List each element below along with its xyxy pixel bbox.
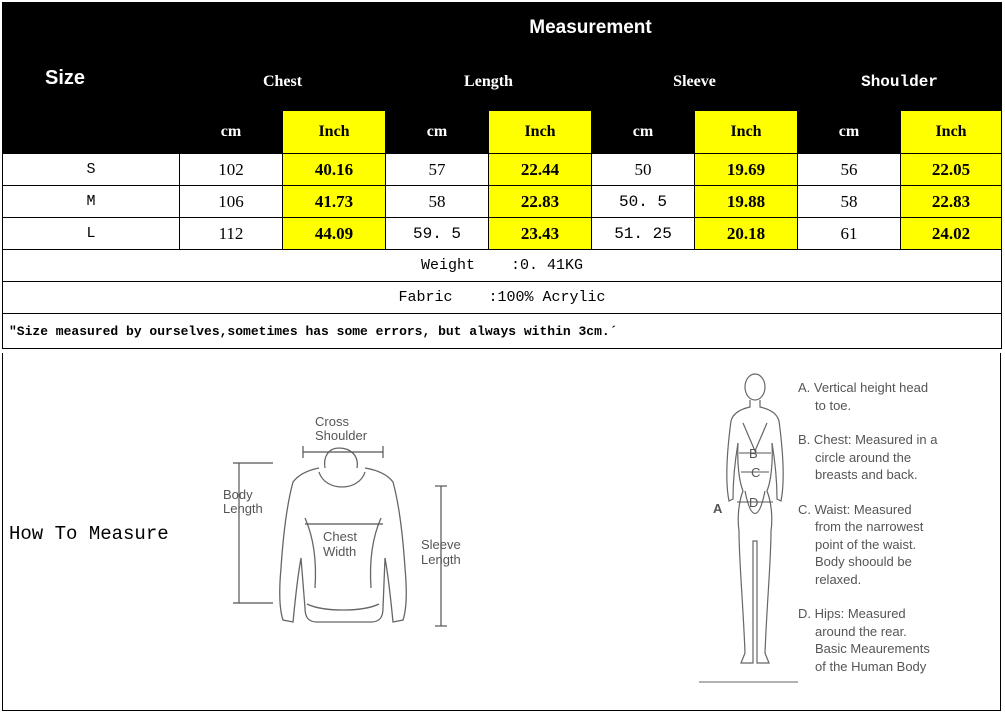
sleeve-inch-cell: 19.69 — [695, 154, 798, 186]
width-label: Width — [323, 544, 357, 559]
length-cm-cell: 57 — [386, 154, 489, 186]
table-row — [3, 218, 1002, 250]
chest-inch-cell: 41.73 — [283, 186, 386, 218]
chest-cm-header: cm — [180, 111, 283, 154]
chest-cm-cell: 102 — [180, 154, 283, 186]
weight-row: Weight :0. 41KG — [3, 250, 1002, 282]
fabric-row: Fabric :100% Acrylic — [3, 282, 1002, 314]
chest-header: Chest — [180, 54, 386, 111]
size-cell: M — [3, 186, 180, 218]
sleeve-header: Sleeve — [592, 54, 798, 111]
legend-item: A. Vertical height head to toe. — [798, 380, 929, 413]
size-table — [2, 2, 1002, 349]
sleeve-inch-cell: 19.88 — [695, 186, 798, 218]
chest-label: Chest — [323, 529, 357, 544]
shoulder-cm-cell: 58 — [798, 186, 901, 218]
table-row — [3, 186, 1002, 218]
size-cell: L — [3, 218, 180, 250]
body-label: Body — [223, 487, 253, 502]
length-inch-cell: 22.83 — [489, 186, 592, 218]
sleeve-inch-header: Inch — [695, 111, 798, 154]
measure-legend — [798, 379, 998, 692]
length-cm-cell: 58 — [386, 186, 489, 218]
legend-item: C. Waist: Measured from the narrowest point of the waist. Body shoould be relaxed. — [798, 501, 924, 587]
size-note: "Size measured by ourselves,sometimes has some errors, but always within 3cm.´ — [3, 314, 1002, 349]
sleeve-cm-header: cm — [592, 111, 695, 154]
legend-item: D. Hips: Measured around the rear. Basic Meaurements of the Human Body — [798, 606, 930, 674]
mark-b: B — [749, 446, 758, 461]
chest-cm-cell: 106 — [180, 186, 283, 218]
chest-inch-cell: 44.09 — [283, 218, 386, 250]
shoulder-label: Shoulder — [315, 428, 368, 443]
shoulder-inch-header: Inch — [901, 111, 1002, 154]
chest-cm-cell: 112 — [180, 218, 283, 250]
length-inch-header: Inch — [489, 111, 592, 154]
sleeve-cm-cell: 50 — [592, 154, 695, 186]
sleeve-cm-cell: 50. 5 — [592, 186, 695, 218]
shoulder-inch-cell: 24.02 — [901, 218, 1002, 250]
how-to-measure-label: How To Measure — [9, 523, 169, 545]
mark-c: C — [751, 465, 761, 480]
length-inch-cell: 22.44 — [489, 154, 592, 186]
shoulder-inch-cell: 22.05 — [901, 154, 1002, 186]
sleeve-length-label: Length — [421, 552, 461, 567]
shoulder-cm-cell: 56 — [798, 154, 901, 186]
size-header: Size — [3, 3, 180, 154]
chest-inch-cell: 40.16 — [283, 154, 386, 186]
legend-item: B. Chest: Measured in a circle around the breasts and back. — [798, 432, 938, 482]
shoulder-inch-cell: 22.83 — [901, 186, 1002, 218]
body-diagram — [693, 371, 798, 691]
chest-inch-header: Inch — [283, 111, 386, 154]
table-row — [3, 154, 1002, 186]
how-to-measure-section — [2, 353, 1001, 711]
sweater-diagram — [213, 408, 473, 638]
sleeve-label: Sleeve — [421, 537, 461, 552]
length-cm-header: cm — [386, 111, 489, 154]
mark-a: A — [713, 501, 723, 516]
cross-label: Cross — [315, 414, 349, 429]
mark-d: D — [749, 495, 759, 510]
body-length-label: Length — [223, 501, 263, 516]
shoulder-cm-cell: 61 — [798, 218, 901, 250]
size-cell: S — [3, 154, 180, 186]
length-header: Length — [386, 54, 592, 111]
shoulder-header: Shoulder — [798, 54, 1002, 111]
sleeve-cm-cell: 51. 25 — [592, 218, 695, 250]
length-cm-cell: 59. 5 — [386, 218, 489, 250]
length-inch-cell: 23.43 — [489, 218, 592, 250]
measurement-header: Measurement — [180, 3, 1002, 54]
sleeve-inch-cell: 20.18 — [695, 218, 798, 250]
shoulder-cm-header: cm — [798, 111, 901, 154]
